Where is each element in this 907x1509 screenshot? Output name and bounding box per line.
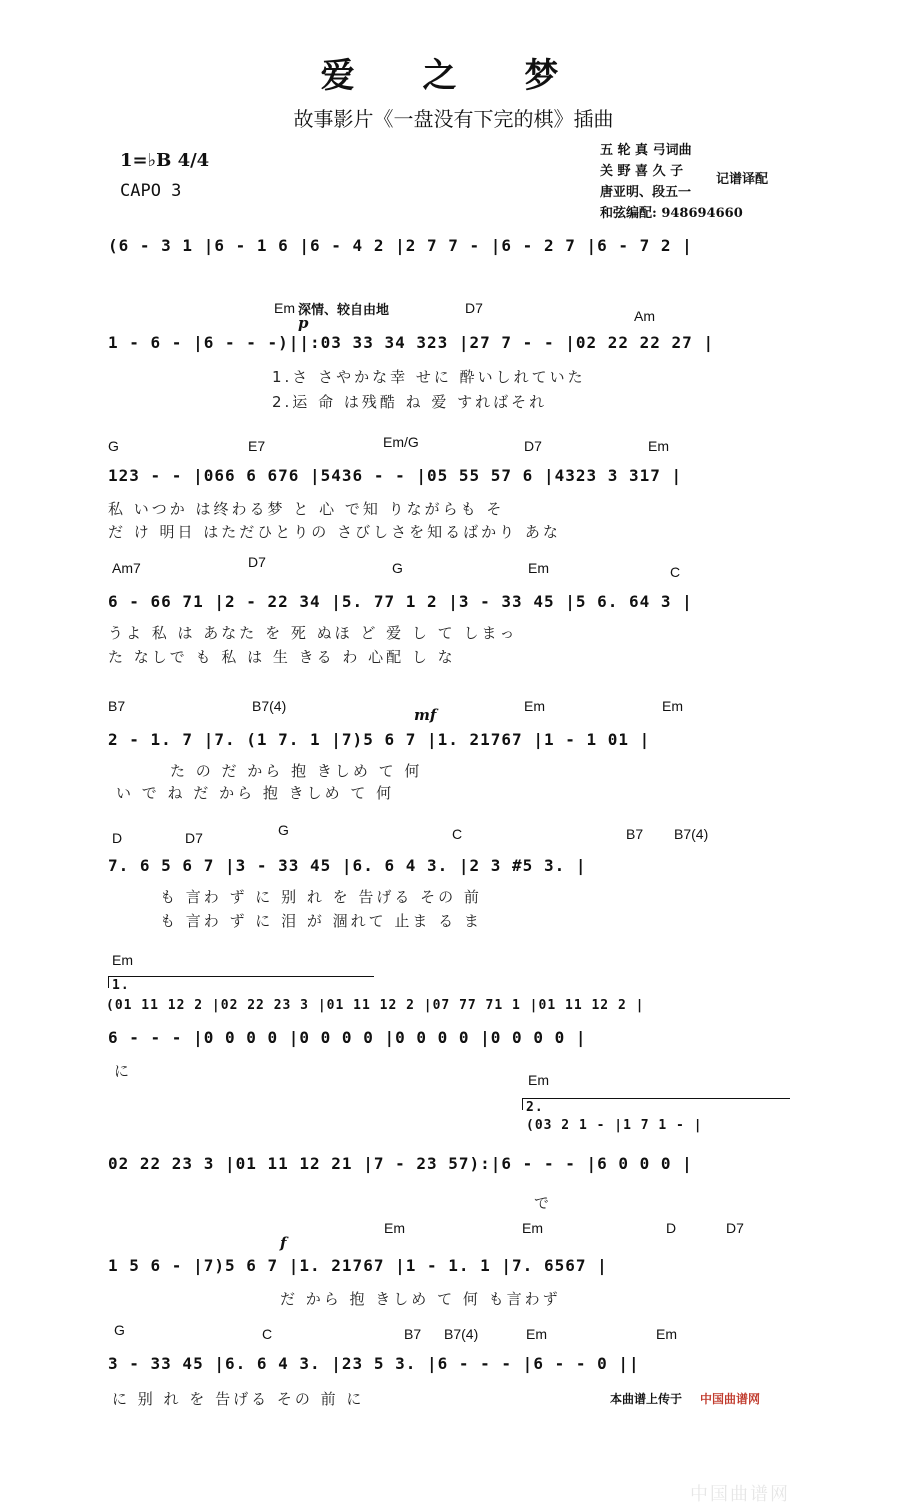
credit-harmony: 和弦编配: 948694660 <box>600 206 743 221</box>
site-logo: 中国曲谱网 <box>700 1392 761 1406</box>
upload-note: 本曲谱上传于 <box>610 1392 683 1406</box>
lyric-verse-1: た の だ から 抱 きしめ て 何 <box>170 762 423 780</box>
notation-row-upper: (03 2 1 - |1 7 1 - | <box>526 1118 703 1133</box>
notation-row: 1 - 6 - |6 - - -)||:03 33 34 323 |27 7 - - |02 22 22 27 | <box>108 333 715 352</box>
lyric-verse-1: 私 いつか は终わる梦 と 心 で知 りながらも そ <box>108 500 505 518</box>
lyric-verse-1: うよ 私 は あなた を 死 ぬほ ど 爱 し て しまっ <box>108 624 518 642</box>
lyric-verse-1: も 言わ ず に 别 れ を 告げる その 前 <box>160 888 482 906</box>
dynamic-p: p <box>298 314 309 332</box>
chord: Em <box>522 1220 543 1236</box>
volta-bracket-2-edge <box>522 1098 523 1110</box>
song-subtitle: 故事影片《一盘没有下完的棋》插曲 <box>293 107 614 131</box>
volta-label-2: 2. <box>526 1100 544 1115</box>
notation-row-intro: (6 - 3 1 |6 - 1 6 |6 - 4 2 |2 7 7 - |6 - 2 7 |6 - 7 2 | <box>108 236 693 255</box>
chord: B7(4) <box>444 1326 479 1342</box>
lyric-verse-1: に 别 れ を 告げる その 前 に <box>112 1390 365 1408</box>
chord: E7 <box>248 438 266 454</box>
dynamic-mf: mf <box>414 706 437 724</box>
chord: D7 <box>726 1220 744 1236</box>
chord: Am <box>634 308 655 324</box>
chord: B7(4) <box>252 698 287 714</box>
chord: C <box>452 826 463 842</box>
chord: Em/G <box>383 434 419 450</box>
chord: G <box>108 438 119 454</box>
notation-row: 02 22 23 3 |01 11 12 21 |7 - 23 57):|6 - - - |6 0 0 0 | <box>108 1154 693 1173</box>
chord: C <box>262 1326 273 1342</box>
notation-row: 2 - 1. 7 |7. (1 7. 1 |7)5 6 7 |1. 21767 |1 - 1 01 | <box>108 730 651 749</box>
chord: Em <box>526 1326 547 1342</box>
chord: Em <box>528 1072 549 1088</box>
chord: D7 <box>185 830 203 846</box>
chord: G <box>278 822 289 838</box>
chord: Em <box>384 1220 405 1236</box>
chord: G <box>392 560 403 576</box>
lyric-verse-1: だ から 抱 きしめ て 何 も言わず <box>280 1290 561 1308</box>
notation-row: 7. 6 5 6 7 |3 - 33 45 |6. 6 4 3. |2 3 #5 3. | <box>108 856 587 875</box>
chord: D7 <box>465 300 483 316</box>
chord: C <box>670 564 681 580</box>
chord: D7 <box>248 554 266 570</box>
chord: Em <box>648 438 669 454</box>
notation-row: 6 - - - |0 0 0 0 |0 0 0 0 |0 0 0 0 |0 0 0 0 | <box>108 1028 587 1047</box>
chord: Em <box>662 698 683 714</box>
chord: Em <box>528 560 549 576</box>
chord: Em <box>112 952 133 968</box>
chord: Em <box>274 300 295 316</box>
volta-bracket-2 <box>522 1098 790 1099</box>
key-signature: 1=♭B 4/4 <box>120 150 210 171</box>
credit-arranger-2: 唐亚明、段五一 <box>600 185 692 200</box>
lyric-verse-2: 2.运 命 は残酷 ね 爱 すればそれ <box>272 393 548 411</box>
notation-row: 6 - 66 71 |2 - 22 34 |5. 77 1 2 |3 - 33 45 |5 6. 64 3 | <box>108 592 693 611</box>
chord: D <box>666 1220 677 1236</box>
chord: Em <box>656 1326 677 1342</box>
chord: B7 <box>404 1326 422 1342</box>
chord: D7 <box>524 438 542 454</box>
expression-mark: 深情、较自由地 <box>298 303 390 318</box>
credit-lyricist: 五 轮 真 弓词曲 <box>600 143 692 158</box>
lyric-verse-2: も 言わ ず に 泪 が 涸れて 止ま る ま <box>160 912 482 930</box>
watermark: 中国曲谱网 <box>690 1484 790 1505</box>
song-title: 爱 之 梦 <box>320 56 587 96</box>
volta-bracket-1-edge <box>108 976 109 988</box>
lyric-verse-1: 1.さ さやかな幸 せに 酔いしれていた <box>272 368 586 386</box>
dynamic-f: f <box>280 1234 287 1252</box>
lyric-verse-1: に <box>114 1062 133 1080</box>
credit-role: 记谱译配 <box>716 172 769 187</box>
notation-row: 123 - - |066 6 676 |5436 - - |05 55 57 6 |4323 3 317 | <box>108 466 683 485</box>
chord: B7(4) <box>674 826 709 842</box>
lyric-verse-2: い で ね だ から 抱 きしめ て 何 <box>116 784 395 802</box>
chord: Am7 <box>112 560 141 576</box>
notation-row: 1 5 6 - |7)5 6 7 |1. 21767 |1 - 1. 1 |7. 6567 | <box>108 1256 608 1275</box>
lyric-verse-2: た なしで も 私 は 生 きる わ 心配 し な <box>108 648 456 666</box>
chord: G <box>114 1322 125 1338</box>
credit-arranger-1: 关 野 喜 久 子 <box>600 164 684 179</box>
volta-label-1: 1. <box>112 978 130 993</box>
lyric-verse-1: で <box>534 1194 553 1212</box>
chord: B7 <box>108 698 126 714</box>
chord: D <box>112 830 123 846</box>
chord: B7 <box>626 826 644 842</box>
notation-row: 3 - 33 45 |6. 6 4 3. |23 5 3. |6 - - - |6 - - 0 || <box>108 1354 640 1373</box>
capo-label: CAPO 3 <box>120 181 182 201</box>
chord: Em <box>524 698 545 714</box>
notation-row-upper: (01 11 12 2 |02 22 23 3 |01 11 12 2 |07 77 71 1 |01 11 12 2 | <box>106 998 645 1013</box>
lyric-verse-2: だ け 明日 はただひとりの さびしさを知るばかり あな <box>108 523 561 541</box>
volta-bracket-1 <box>108 976 374 977</box>
